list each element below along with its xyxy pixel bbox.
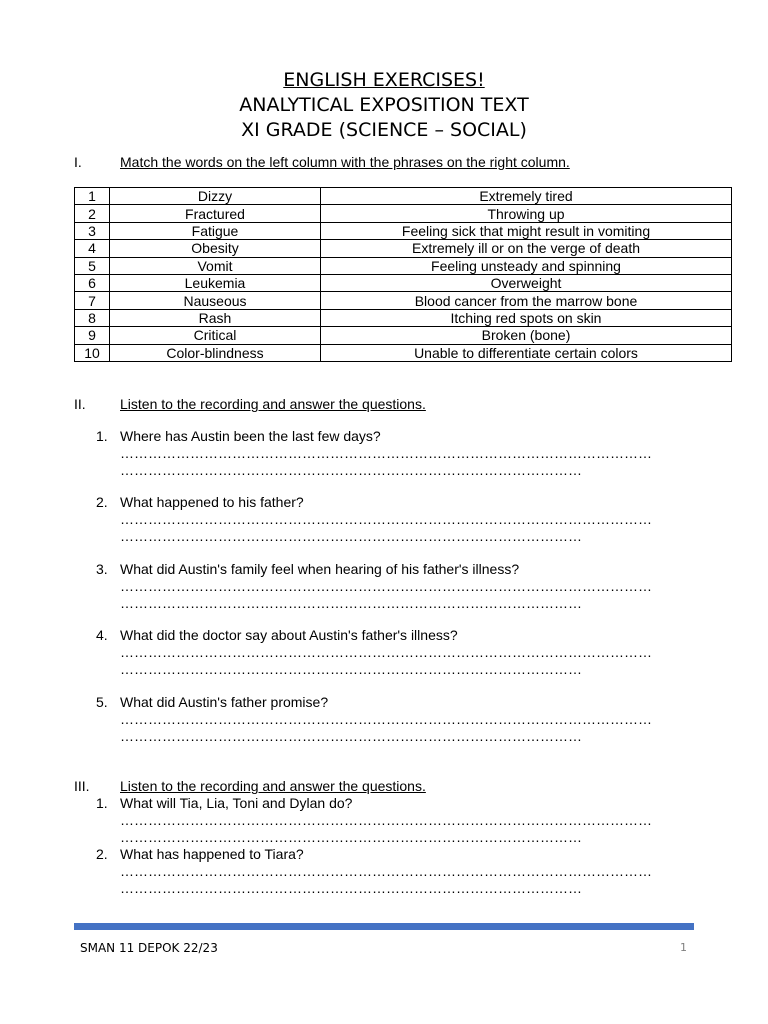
answer-line[interactable]: ………………………………………………………………………………………	[120, 728, 582, 744]
question-text: What did Austin's father promise?	[120, 694, 329, 710]
question-number: 3.	[96, 561, 108, 577]
question-text: What has happened to Tiara?	[120, 846, 304, 862]
section-2-number: II.	[74, 396, 86, 412]
phrase-cell: Extremely ill or on the verge of death	[321, 240, 732, 257]
answer-line[interactable]: ………………………………………………………………………………………	[120, 595, 582, 611]
table-row	[75, 327, 732, 344]
section-3-number: III.	[74, 778, 90, 794]
footer-school: SMAN 11 DEPOK 22/23	[80, 941, 218, 955]
section-1-instruction: Match the words on the left column with the phrases on the right column.	[120, 154, 570, 170]
phrase-cell: Extremely tired	[321, 188, 732, 205]
question-item	[96, 561, 700, 612]
answer-line[interactable]: ………………………………………………………………………………………	[120, 880, 582, 896]
question-text: What did Austin's family feel when hearing of his father's illness?	[120, 561, 520, 577]
phrase-cell: Broken (bone)	[321, 327, 732, 344]
phrase-cell: Overweight	[321, 274, 732, 291]
phrase-cell: Feeling unsteady and spinning	[321, 257, 732, 274]
phrase-cell: Unable to differentiate certain colors	[321, 344, 732, 361]
answer-line[interactable]: ………………………………………………………………………………………	[120, 661, 582, 677]
word-cell: Color-blindness	[110, 344, 321, 361]
page-number: 1	[680, 941, 687, 954]
table-row	[75, 222, 732, 239]
word-cell: Nauseous	[110, 292, 321, 309]
section-1-number: I.	[74, 154, 82, 170]
question-item	[96, 795, 700, 846]
row-number: 4	[75, 240, 110, 257]
row-number: 7	[75, 292, 110, 309]
title-line-1: ENGLISH EXERCISES!	[283, 69, 485, 91]
row-number: 8	[75, 309, 110, 326]
question-number: 2.	[96, 494, 108, 510]
answer-line[interactable]: ……………………………………………………………………………………………………	[120, 711, 652, 727]
phrase-cell: Blood cancer from the marrow bone	[321, 292, 732, 309]
answer-line[interactable]: ………………………………………………………………………………………	[120, 829, 582, 845]
question-item	[96, 494, 700, 545]
question-text: What did the doctor say about Austin's father's illness?	[120, 627, 458, 643]
footer-bar	[74, 923, 694, 930]
table-row	[75, 188, 732, 205]
question-item	[96, 428, 700, 479]
word-cell: Fatigue	[110, 222, 321, 239]
question-text: What happened to his father?	[120, 494, 304, 510]
table-row	[75, 292, 732, 309]
phrase-cell: Itching red spots on skin	[321, 309, 732, 326]
row-number: 3	[75, 222, 110, 239]
word-cell: Rash	[110, 309, 321, 326]
row-number: 6	[75, 274, 110, 291]
document-header	[0, 68, 768, 143]
answer-line[interactable]: ……………………………………………………………………………………………………	[120, 863, 652, 879]
phrase-cell: Throwing up	[321, 205, 732, 222]
answer-line[interactable]: ……………………………………………………………………………………………………	[120, 445, 652, 461]
row-number: 9	[75, 327, 110, 344]
question-text: Where has Austin been the last few days?	[120, 428, 381, 444]
word-cell: Vomit	[110, 257, 321, 274]
question-number: 4.	[96, 627, 108, 643]
answer-line[interactable]: ……………………………………………………………………………………………………	[120, 511, 652, 527]
answer-line[interactable]: ………………………………………………………………………………………	[120, 528, 582, 544]
row-number: 1	[75, 188, 110, 205]
question-item	[96, 846, 700, 897]
row-number: 2	[75, 205, 110, 222]
row-number: 5	[75, 257, 110, 274]
section-3-instruction: Listen to the recording and answer the questions.	[120, 778, 426, 794]
answer-line[interactable]: ……………………………………………………………………………………………………	[120, 812, 652, 828]
table-row	[75, 257, 732, 274]
question-number: 1.	[96, 428, 108, 444]
answer-line[interactable]: ……………………………………………………………………………………………………	[120, 644, 652, 660]
word-cell: Leukemia	[110, 274, 321, 291]
question-item	[96, 627, 700, 678]
question-number: 2.	[96, 846, 108, 862]
table-row	[75, 309, 732, 326]
table-row	[75, 344, 732, 361]
table-row	[75, 274, 732, 291]
table-row	[75, 240, 732, 257]
title-line-2: ANALYTICAL EXPOSITION TEXT	[239, 94, 529, 116]
answer-line[interactable]: ………………………………………………………………………………………	[120, 462, 582, 478]
row-number: 10	[75, 344, 110, 361]
table-row	[75, 205, 732, 222]
section-2-instruction: Listen to the recording and answer the questions.	[120, 396, 426, 412]
question-number: 1.	[96, 795, 108, 811]
question-number: 5.	[96, 694, 108, 710]
word-cell: Obesity	[110, 240, 321, 257]
matching-table	[74, 187, 732, 362]
title-line-3: XI GRADE (SCIENCE – SOCIAL)	[241, 119, 527, 141]
answer-line[interactable]: ……………………………………………………………………………………………………	[120, 578, 652, 594]
word-cell: Dizzy	[110, 188, 321, 205]
phrase-cell: Feeling sick that might result in vomiting	[321, 222, 732, 239]
word-cell: Critical	[110, 327, 321, 344]
word-cell: Fractured	[110, 205, 321, 222]
question-text: What will Tia, Lia, Toni and Dylan do?	[120, 795, 353, 811]
question-item	[96, 694, 700, 745]
